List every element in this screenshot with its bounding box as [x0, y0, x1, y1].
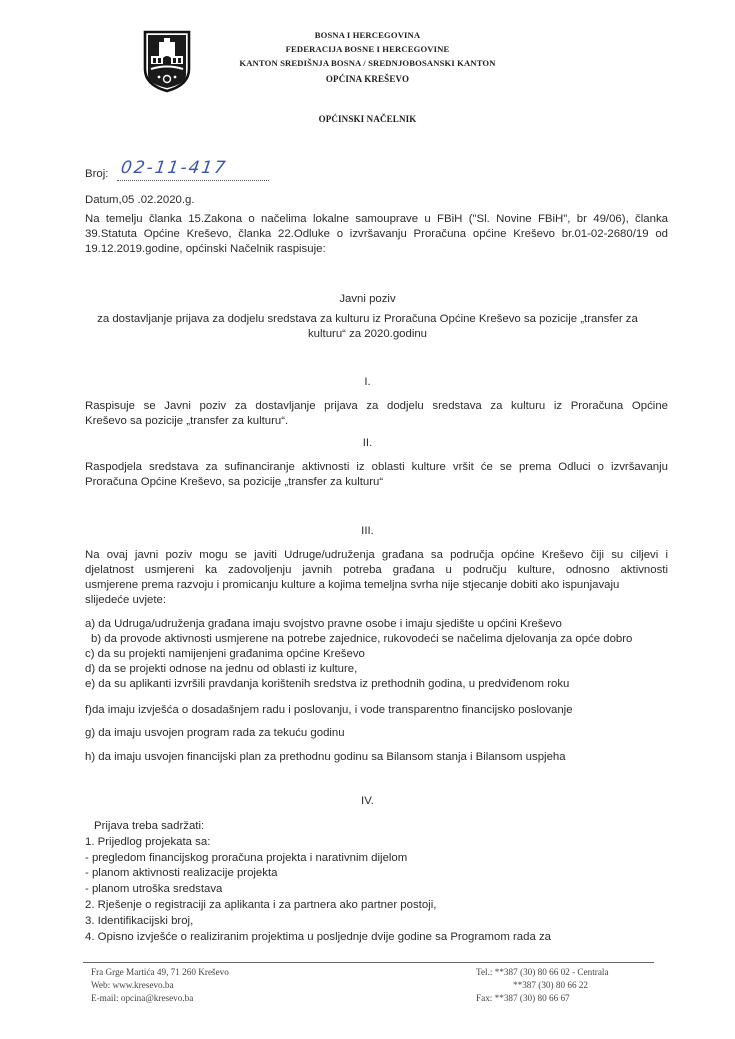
header-municipality: OPĆINA KREŠEVO [325, 74, 410, 84]
section-4-numeral: IV. [361, 795, 374, 807]
section-4-item-3: 3. Identifikacijski broj, [85, 915, 194, 927]
section-4-item-2: 2. Rješenje o registraciji za aplikanta i za partnera ako partner postoji, [85, 899, 437, 911]
title-subtitle-line-1: za dostavljanje prijava za dodjelu sredstava za kulturu iz Proračuna Općine Kreševo sa pozicije „transfer za [97, 313, 638, 325]
condition-b: b) da provode aktivnosti usmjerene na potrebe zajednice, rukovodeći se načelima djelovanja za opće dobro [91, 633, 633, 645]
section-1-line-2: Kreševo sa pozicije „transfer za kulturu“. [85, 415, 289, 427]
condition-f: f)da imaju izvješća o dosadašnjem radu i poslovanju, i vode transparentno financijsko poslovanje [85, 704, 573, 716]
condition-c: c) da su projekti namijenjeni građanima općine Kreševo [85, 648, 365, 660]
footer-address: Fra Grge Martića 49, 71 260 Kreševo [91, 967, 229, 977]
footer-fax: Fax: **387 (30) 80 66 67 [476, 993, 570, 1003]
broj-label: Broj: [85, 168, 109, 180]
header-canton: KANTON SREDIŠNJA BOSNA / SREDNJOBOSANSKI KANTON [239, 58, 496, 68]
intro-line-1: Na temelju članka 15.Zakona o načelima lokalne samouprave u FBiH ("Sl. Novine FBiH", br 49/06), članka [85, 213, 668, 225]
condition-d: d) da se projekti odnose na jednu od oblasti iz kulture, [85, 663, 358, 675]
condition-h: h) da imaju usvojen financijski plan za prethodnu godinu sa Bilansom stanja i Bilansom uspjeha [85, 751, 566, 763]
section-3-numeral: III. [361, 525, 374, 537]
header-country: BOSNA I HERCEGOVINA [314, 30, 421, 40]
section-1-numeral: I. [364, 376, 371, 388]
section-4-item-1a: - pregledom financijskog proračuna projekta i narativnim dijelom [85, 852, 408, 864]
date-line: Datum,05 .02.2020.g. [85, 194, 195, 206]
condition-a: a) da Udruga/udruženja građana imaju svojstvo pravne osobe i imaju sjedište u općini Kreševo [85, 618, 562, 630]
section-4-intro: Prijava treba sadržati: [94, 820, 205, 832]
footer-divider [83, 962, 654, 963]
section-2-line-1: Raspodjela sredstava za sufinanciranje aktivnosti iz oblasti kulture vršit će se prema Odluci o izvršavanju [85, 461, 668, 473]
condition-e: e) da su aplikanti izvršili pravdanja korištenih sredstva iz prethodnih godina, u predviđenom roku [85, 678, 570, 690]
section-2-line-2: Proračuna Općine Kreševo, sa pozicije „transfer za kulturu“ [85, 476, 384, 488]
footer-tel-central: Tel.: **387 (30) 80 66 02 - Centrala [476, 967, 609, 977]
footer-email: E-mail: opcina@kresevo.ba [91, 993, 194, 1003]
header-federation: FEDERACIJA BOSNE I HERCEGOVINE [285, 44, 450, 54]
section-4-item-1c: - planom utroška sredstava [85, 883, 223, 895]
section-3-line-2: djelatnost usmjereni ka zadovoljenju javnih potreba građana u području kulture, odnosno aktivnosti [85, 564, 668, 576]
footer-tel-2: **387 (30) 80 66 22 [513, 980, 589, 990]
intro-line-2: 39.Statuta Općine Kreševo, članka 22.Odluke o izvršavanju Proračuna općine Kreševo br.01-02-2680/19 od [85, 228, 668, 240]
section-3-line-4: slijedeće uvjete: [85, 594, 167, 606]
broj-handwritten-number: 02-11-417 [119, 158, 229, 178]
section-3-line-3: usmjerene prema razvoju i promicanju kulture a kojima temeljna svrha nije stjecanje dobiti ako ispunjavaju [85, 579, 620, 591]
intro-line-3: 19.12.2019.godine, općinski Načelnik raspisuje: [85, 243, 326, 255]
section-4-item-4: 4. Opisno izvješće o realiziranim projektima u posljednje dvije godine sa Programom rada za [85, 931, 551, 943]
section-1-line-1: Raspisuje se Javni poziv za dostavljanje prijava za dodjelu sredstava za kulturu iz Proračuna Općine [85, 400, 668, 412]
footer-web: Web: www.kresevo.ba [91, 980, 174, 990]
condition-g: g) da imaju usvojen program rada za tekuću godinu [85, 727, 345, 739]
broj-underline [117, 180, 269, 181]
title-subtitle-line-2: kulturu“ za 2020.godinu [307, 328, 428, 340]
section-4-item-1: 1. Prijedlog projekata sa: [85, 836, 211, 848]
document-title: Javni poziv [339, 293, 396, 305]
section-2-numeral: II. [362, 437, 373, 449]
office-title: OPĆINSKI NAČELNIK [318, 114, 417, 124]
section-4-item-1b: - planom aktivnosti realizacije projekta [85, 867, 278, 879]
section-3-line-1: Na ovaj javni poziv mogu se javiti Udruge/udruženja građana sa područja općine Kreševo čiji su ciljevi i [85, 549, 668, 561]
